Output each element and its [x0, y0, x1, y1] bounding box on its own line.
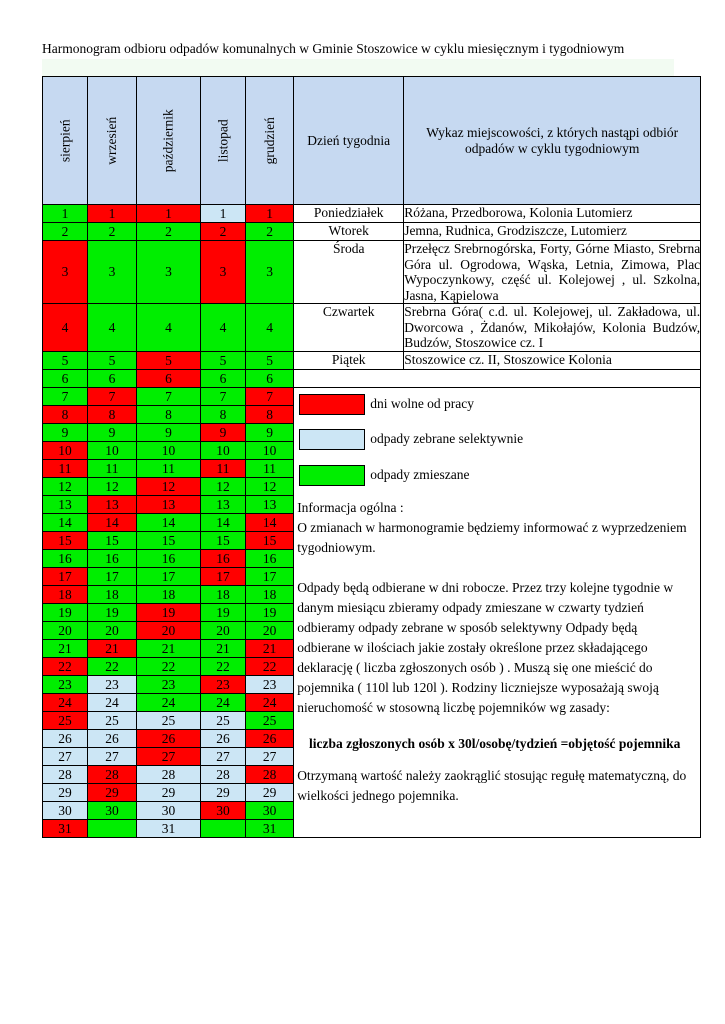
info-text — [297, 498, 692, 806]
weekday-locations: Różana, Przedborowa, Kolonia Lutomierz — [404, 205, 701, 223]
day-cell: 12 — [245, 478, 293, 496]
day-cell: 5 — [136, 352, 200, 370]
day-cell: 24 — [200, 694, 245, 712]
legend-label: odpady zebrane selektywnie — [370, 431, 524, 447]
legend-label: dni wolne od pracy — [370, 396, 475, 412]
weekday-name: Czwartek — [294, 304, 404, 352]
table-row — [43, 241, 701, 304]
day-cell: 27 — [43, 748, 88, 766]
day-cell: 6 — [200, 370, 245, 388]
day-cell: 11 — [136, 460, 200, 478]
month-header-2 — [88, 77, 137, 205]
day-cell: 30 — [245, 802, 293, 820]
day-cell: 9 — [88, 424, 137, 442]
day-cell: 7 — [88, 388, 137, 406]
day-cell: 2 — [43, 223, 88, 241]
weekday-locations: Stoszowice cz. II, Stoszowice Kolonia — [404, 352, 701, 370]
day-cell: 22 — [88, 658, 137, 676]
day-cell: 14 — [136, 514, 200, 532]
day-column-header: Dzień tygodnia — [294, 77, 404, 205]
day-cell: 14 — [88, 514, 137, 532]
day-cell: 30 — [136, 802, 200, 820]
day-cell: 15 — [88, 532, 137, 550]
day-cell: 24 — [43, 694, 88, 712]
day-cell: 16 — [200, 550, 245, 568]
day-cell: 20 — [43, 622, 88, 640]
day-cell: 19 — [200, 604, 245, 622]
day-cell: 10 — [136, 442, 200, 460]
month-label: wrzesień — [104, 116, 120, 165]
day-cell: 28 — [200, 766, 245, 784]
weekday-locations: Srebrna Góra( c.d. ul. Kolejowej, ul. Zakładowa, ul. Dworcowa , Żdanów, Mikołajów, Kolonia Budzów, Budzów, Stoszowice cz. I — [404, 304, 701, 351]
day-cell: 3 — [200, 241, 245, 304]
day-cell: 11 — [200, 460, 245, 478]
day-cell: 12 — [43, 478, 88, 496]
weekday-locations: Jemna, Rudnica, Grodziszcze, Lutomierz — [404, 223, 701, 241]
day-cell: 28 — [136, 766, 200, 784]
day-cell: 22 — [43, 658, 88, 676]
day-cell: 9 — [43, 424, 88, 442]
month-header-5 — [245, 77, 293, 205]
day-cell: 3 — [43, 241, 88, 304]
day-cell: 5 — [200, 352, 245, 370]
day-cell: 18 — [200, 586, 245, 604]
weekday-name: Środa — [294, 241, 404, 304]
day-cell: 26 — [200, 730, 245, 748]
table-row — [43, 304, 701, 352]
day-cell: 15 — [136, 532, 200, 550]
day-cell: 3 — [136, 241, 200, 304]
day-cell: 22 — [136, 658, 200, 676]
day-cell: 13 — [245, 496, 293, 514]
day-cell: 17 — [136, 568, 200, 586]
weekday-locations: Przełęcz Srebrnogórska, Forty, Górne Miasto, Srebrna Góra ul. Ogrodowa, Wąska, Letnia, Zimowa, Plac Wypoczynkowy, część ul. Kolejowej , ul. Szkolna, Jasna, Kąpielowa — [404, 241, 701, 303]
day-cell: 26 — [88, 730, 137, 748]
day-cell: 4 — [245, 304, 293, 352]
day-cell: 16 — [43, 550, 88, 568]
day-cell: 26 — [43, 730, 88, 748]
day-cell: 25 — [88, 712, 137, 730]
day-cell: 16 — [88, 550, 137, 568]
day-cell: 29 — [245, 784, 293, 802]
day-cell: 21 — [43, 640, 88, 658]
day-cell: 28 — [88, 766, 137, 784]
month-label: sierpień — [57, 119, 73, 162]
month-header-1 — [43, 77, 88, 205]
day-cell: 24 — [88, 694, 137, 712]
day-cell: 23 — [43, 676, 88, 694]
day-cell — [88, 820, 137, 838]
day-cell: 8 — [43, 406, 88, 424]
month-label: listopad — [215, 119, 231, 162]
day-cell: 6 — [245, 370, 293, 388]
day-cell: 7 — [43, 388, 88, 406]
day-cell: 14 — [245, 514, 293, 532]
table-row — [43, 352, 701, 370]
day-cell: 13 — [200, 496, 245, 514]
day-cell: 15 — [200, 532, 245, 550]
day-cell: 9 — [136, 424, 200, 442]
legend-swatch — [299, 394, 365, 415]
day-cell: 15 — [43, 532, 88, 550]
day-cell: 21 — [88, 640, 137, 658]
day-cell: 20 — [136, 622, 200, 640]
day-cell: 31 — [43, 820, 88, 838]
month-header-3 — [136, 77, 200, 205]
day-cell: 3 — [245, 241, 293, 304]
day-cell: 18 — [245, 586, 293, 604]
day-cell: 1 — [136, 205, 200, 223]
day-cell: 28 — [43, 766, 88, 784]
day-cell: 9 — [200, 424, 245, 442]
day-cell: 23 — [136, 676, 200, 694]
day-cell: 6 — [136, 370, 200, 388]
day-cell: 18 — [88, 586, 137, 604]
day-cell: 21 — [136, 640, 200, 658]
day-cell: 19 — [245, 604, 293, 622]
info-formula: liczba zgłoszonych osób x 30l/osobę/tydzień =objętość pojemnika — [308, 736, 681, 752]
table-row — [43, 388, 701, 406]
day-cell: 10 — [88, 442, 137, 460]
table-row — [43, 370, 701, 388]
day-cell: 27 — [245, 748, 293, 766]
day-cell: 18 — [136, 586, 200, 604]
month-label: październik — [160, 109, 176, 172]
info-paragraph-2: Odpady będą odbierane w dni robocze. Przez trzy kolejne tygodnie w danym miesiącu zbieramy odpady zmieszane w czwarty tydzień odbieramy odpady zebrane w sposób selektywny Odpady będą odbierane w ilościach jakie zostały określone przez składającego deklarację ( liczba zgłoszonych osób ) . Muszą się one mieścić do pojemnika ( 110l lub 120l ). Rodziny liczniejsze wyposażają swoją nieruchomość w stosowną liczbę pojemników wg zasady: — [297, 580, 674, 716]
day-cell: 1 — [88, 205, 137, 223]
month-header-4 — [200, 77, 245, 205]
day-cell: 20 — [88, 622, 137, 640]
day-cell: 31 — [136, 820, 200, 838]
day-cell: 4 — [136, 304, 200, 352]
month-label: grudzień — [261, 116, 277, 165]
day-cell: 2 — [245, 223, 293, 241]
day-cell: 24 — [245, 694, 293, 712]
day-cell: 8 — [200, 406, 245, 424]
day-cell: 6 — [88, 370, 137, 388]
day-cell: 26 — [136, 730, 200, 748]
day-cell: 18 — [43, 586, 88, 604]
day-cell: 13 — [43, 496, 88, 514]
day-cell: 30 — [88, 802, 137, 820]
legend-swatch — [299, 465, 365, 486]
day-cell: 25 — [200, 712, 245, 730]
table-row — [43, 223, 701, 241]
day-cell: 15 — [245, 532, 293, 550]
day-cell: 25 — [136, 712, 200, 730]
locations-column-header: Wykaz miejscowości, z których nastąpi odbiór odpadów w cyklu tygodniowym — [404, 77, 701, 205]
day-cell: 27 — [136, 748, 200, 766]
day-cell: 14 — [43, 514, 88, 532]
day-cell: 22 — [245, 658, 293, 676]
day-cell: 29 — [43, 784, 88, 802]
day-cell: 16 — [136, 550, 200, 568]
day-cell: 12 — [88, 478, 137, 496]
day-cell: 10 — [200, 442, 245, 460]
day-cell: 31 — [245, 820, 293, 838]
day-cell: 11 — [88, 460, 137, 478]
day-cell: 19 — [136, 604, 200, 622]
day-cell: 8 — [245, 406, 293, 424]
day-cell: 17 — [245, 568, 293, 586]
day-cell: 9 — [245, 424, 293, 442]
day-cell: 17 — [43, 568, 88, 586]
day-cell: 23 — [245, 676, 293, 694]
day-cell: 13 — [88, 496, 137, 514]
day-cell: 7 — [200, 388, 245, 406]
day-cell: 12 — [136, 478, 200, 496]
day-cell: 21 — [245, 640, 293, 658]
day-cell: 7 — [136, 388, 200, 406]
table-row — [43, 205, 701, 223]
day-cell: 28 — [245, 766, 293, 784]
day-cell: 21 — [200, 640, 245, 658]
page-title: Harmonogram odbioru odpadów komunalnych w Gminie Stoszowice w cyklu miesięcznym i tygodniowym — [42, 41, 625, 56]
day-cell: 25 — [43, 712, 88, 730]
day-cell: 7 — [245, 388, 293, 406]
weekday-name: Piątek — [294, 352, 404, 370]
info-heading: Informacja ogólna : — [297, 500, 404, 516]
day-cell: 1 — [200, 205, 245, 223]
day-cell: 6 — [43, 370, 88, 388]
day-cell: 11 — [245, 460, 293, 478]
day-cell: 1 — [43, 205, 88, 223]
day-cell: 4 — [200, 304, 245, 352]
day-cell: 1 — [245, 205, 293, 223]
day-cell: 29 — [136, 784, 200, 802]
day-cell: 4 — [88, 304, 137, 352]
header-strip — [42, 59, 674, 76]
day-cell: 2 — [88, 223, 137, 241]
day-cell: 12 — [200, 478, 245, 496]
day-cell: 27 — [88, 748, 137, 766]
day-cell: 11 — [43, 460, 88, 478]
day-cell: 19 — [43, 604, 88, 622]
day-cell: 2 — [136, 223, 200, 241]
header-row — [43, 77, 701, 205]
day-cell: 5 — [43, 352, 88, 370]
day-cell: 5 — [245, 352, 293, 370]
day-cell: 14 — [200, 514, 245, 532]
info-panel — [294, 388, 701, 838]
day-cell: 17 — [200, 568, 245, 586]
day-cell: 16 — [245, 550, 293, 568]
day-cell: 20 — [200, 622, 245, 640]
blank-row — [294, 370, 701, 388]
day-cell: 27 — [200, 748, 245, 766]
legend-swatch — [299, 429, 365, 450]
day-cell: 4 — [43, 304, 88, 352]
day-cell: 17 — [88, 568, 137, 586]
day-cell: 26 — [245, 730, 293, 748]
info-paragraph-1: O zmianach w harmonogramie będziemy informować z wyprzedzeniem tygodniowym. — [297, 520, 687, 556]
legend-label: odpady zmieszane — [370, 467, 470, 483]
day-cell: 8 — [136, 406, 200, 424]
day-cell: 30 — [200, 802, 245, 820]
day-cell: 5 — [88, 352, 137, 370]
day-cell: 29 — [88, 784, 137, 802]
day-cell: 13 — [136, 496, 200, 514]
day-cell: 8 — [88, 406, 137, 424]
day-cell: 10 — [245, 442, 293, 460]
day-cell: 24 — [136, 694, 200, 712]
day-cell: 22 — [200, 658, 245, 676]
day-cell: 20 — [245, 622, 293, 640]
day-cell: 25 — [245, 712, 293, 730]
day-cell: 23 — [200, 676, 245, 694]
info-paragraph-3: Otrzymaną wartość należy zaokrąglić stosując regułę matematyczną, do wielkości jednego pojemnika. — [297, 768, 687, 804]
day-cell: 30 — [43, 802, 88, 820]
day-cell: 29 — [200, 784, 245, 802]
day-cell — [200, 820, 245, 838]
weekday-name: Poniedziałek — [294, 205, 404, 223]
day-cell: 19 — [88, 604, 137, 622]
day-cell: 2 — [200, 223, 245, 241]
day-cell: 3 — [88, 241, 137, 304]
weekday-name: Wtorek — [294, 223, 404, 241]
day-cell: 23 — [88, 676, 137, 694]
day-cell: 10 — [43, 442, 88, 460]
schedule-table — [42, 76, 701, 838]
